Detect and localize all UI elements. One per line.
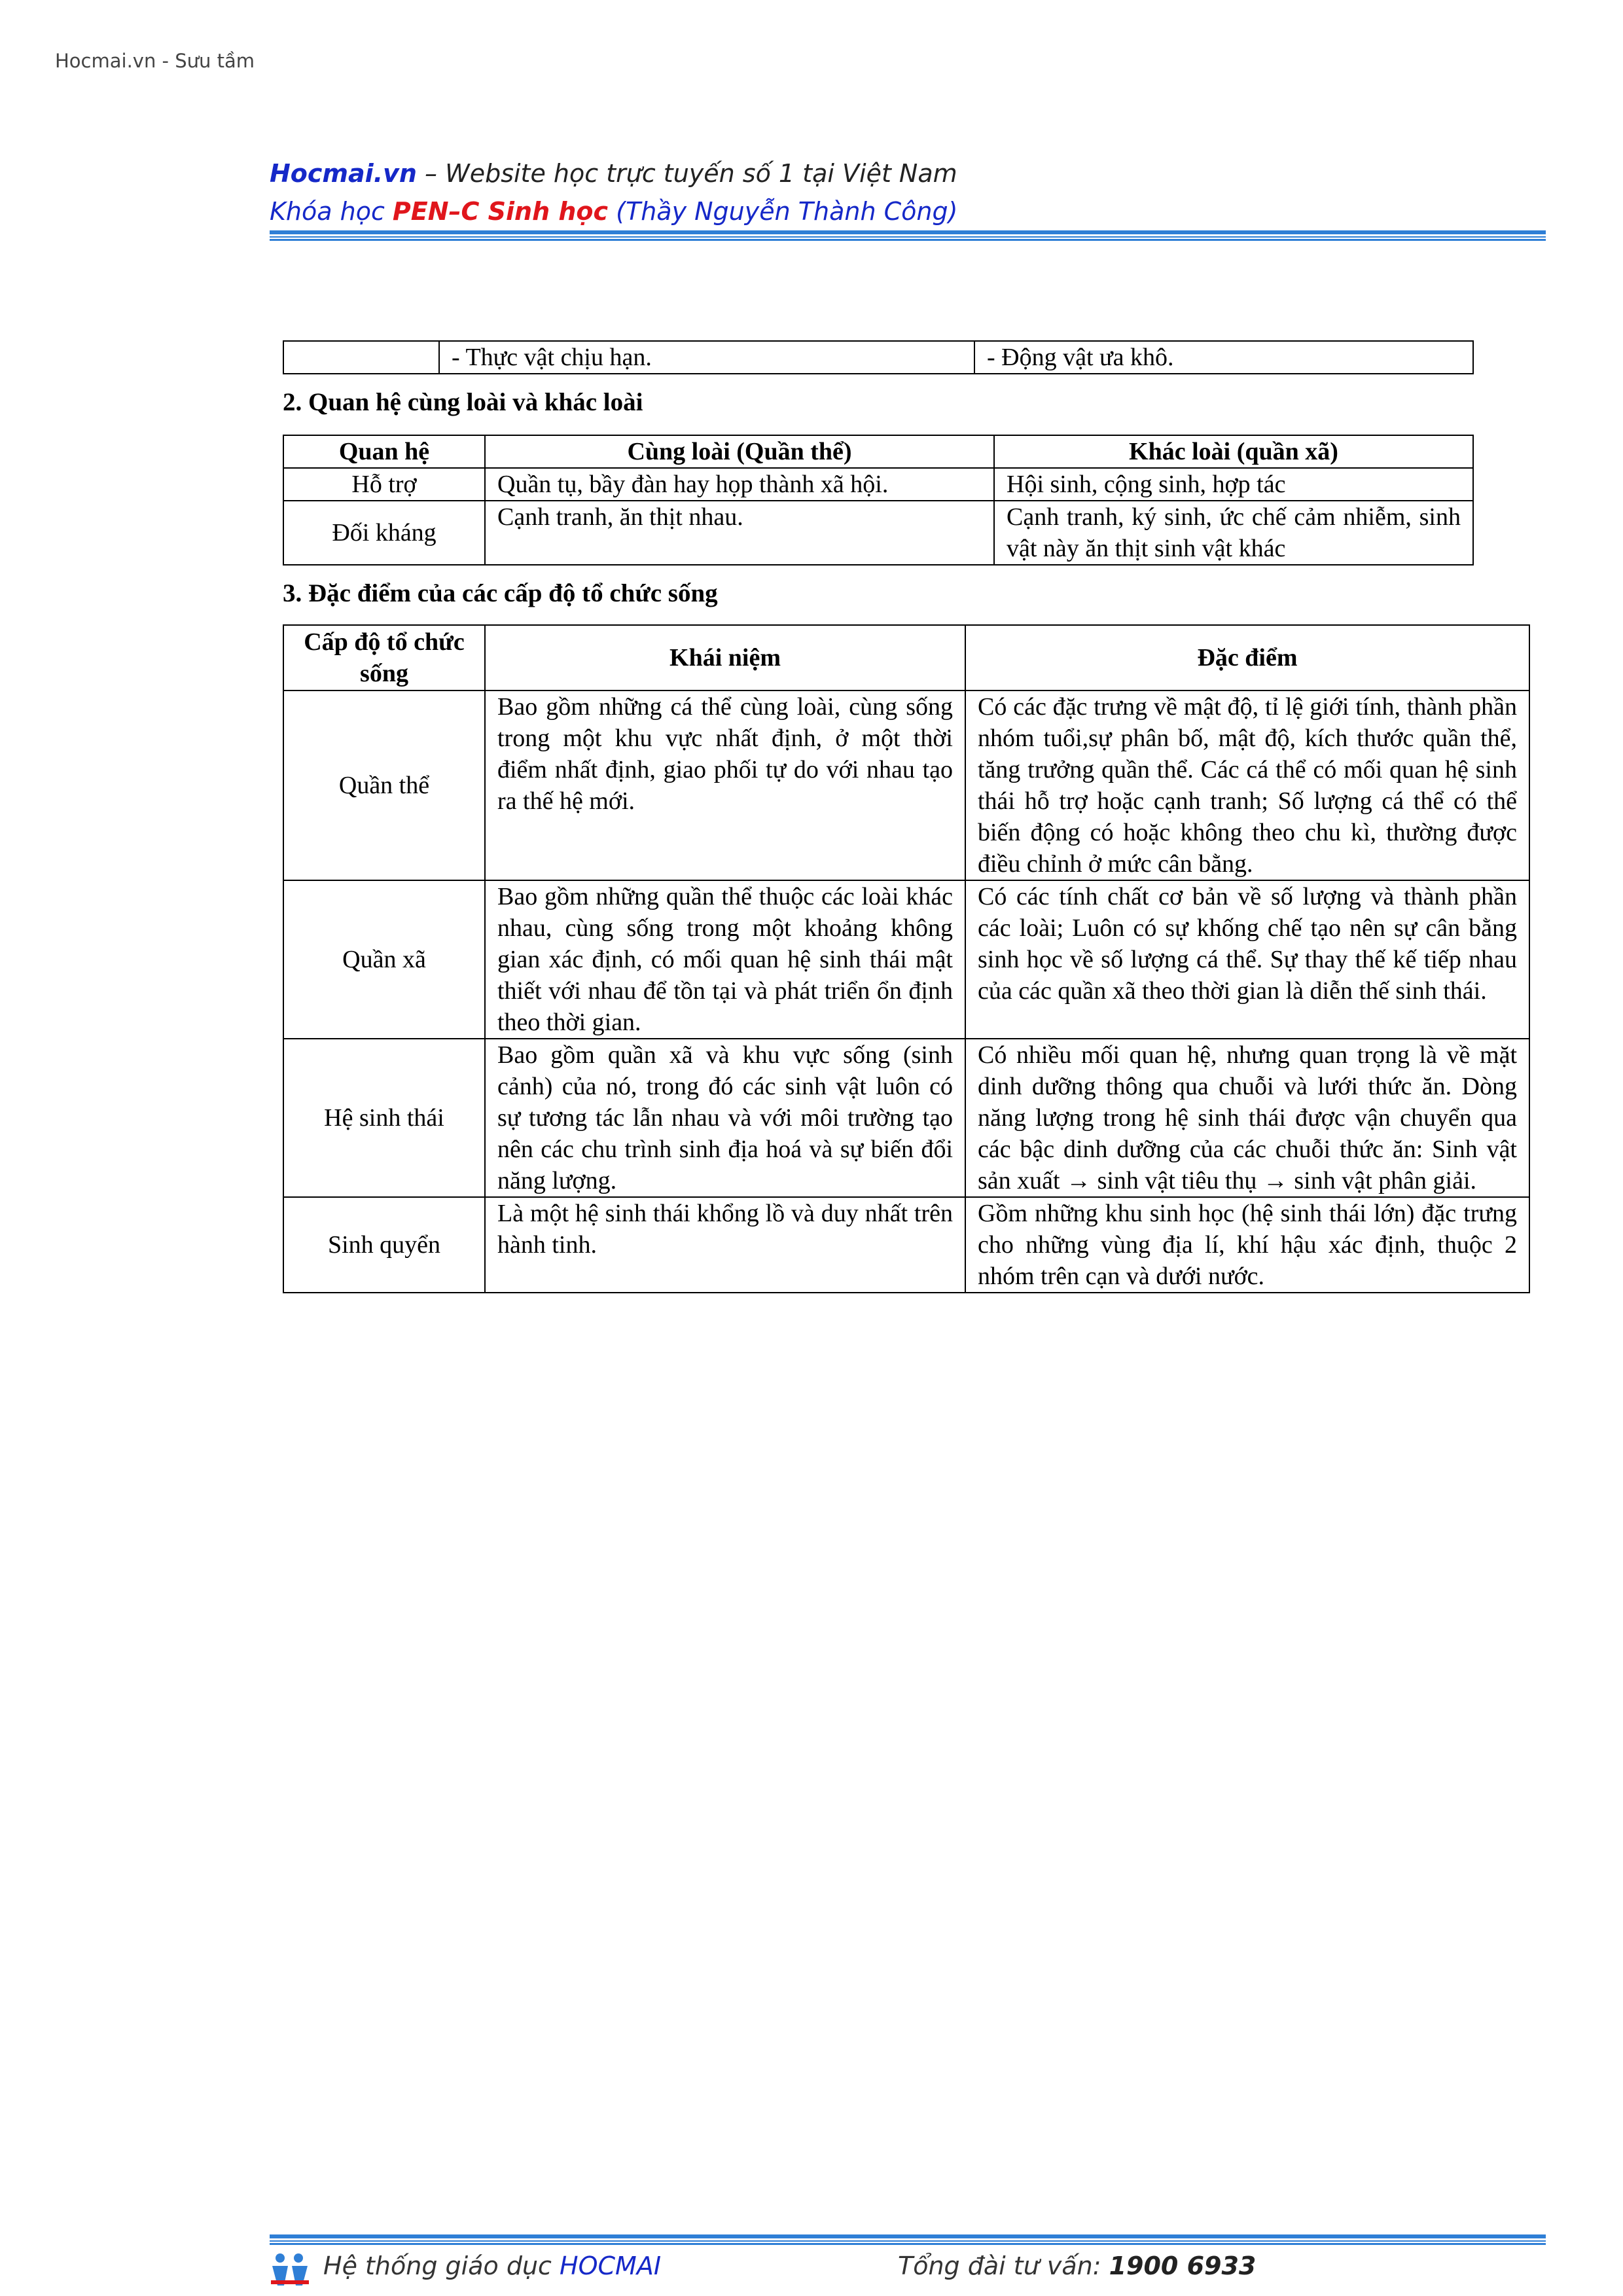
header-rule xyxy=(270,230,1546,241)
table-cell: Quần tụ, bầy đàn hay họp thành xã hội. xyxy=(485,468,994,501)
row-label: Hỗ trợ xyxy=(283,468,485,501)
column-header: Quan hệ xyxy=(283,435,485,468)
site-name: Hocmai.vn xyxy=(270,159,417,188)
header-course-line xyxy=(270,192,1552,230)
course-prefix: Khóa học xyxy=(270,197,393,226)
column-header: Cùng loài (Quần thể) xyxy=(485,435,994,468)
table-row xyxy=(283,691,1529,880)
table-cell: Là một hệ sinh thái khổng lồ và duy nhất trên hành tinh. xyxy=(485,1197,965,1293)
row-label: Đối kháng xyxy=(283,501,485,565)
table-cell: Cạnh tranh, ăn thịt nhau. xyxy=(485,501,994,565)
column-header: Khái niệm xyxy=(485,625,965,691)
section-title-2: 2. Quan hệ cùng loài và khác loài xyxy=(283,388,643,416)
table-cell: Bao gồm những cá thể cùng loài, cùng sống trong một khu vực nhất định, ở một thời điểm nhất định, giao phối tự do với nhau tạo ra thế hệ mới. xyxy=(485,691,965,880)
table-cell xyxy=(283,341,439,374)
table-row xyxy=(283,1197,1529,1293)
table-row xyxy=(283,880,1529,1039)
column-header: Khác loài (quần xã) xyxy=(994,435,1473,468)
table-cell: Hội sinh, cộng sinh, hợp tác xyxy=(994,468,1473,501)
table-cell: - Thực vật chịu hạn. xyxy=(439,341,974,374)
row-label: Hệ sinh thái xyxy=(283,1039,485,1197)
section-title-3: 3. Đặc điểm của các cấp độ tổ chức sống xyxy=(283,579,718,607)
table-cell: Cạnh tranh, ký sinh, ức chế cảm nhiễm, sinh vật này ăn thịt sinh vật khác xyxy=(994,501,1473,565)
table-cell: Có nhiều mối quan hệ, nhưng quan trọng là về mặt dinh dưỡng thông qua chuỗi và lưới thức ăn. Dòng năng lượng trong hệ sinh thái được vận chuyển qua các bậc dinh dưỡng của các chuỗi thức ăn: Sinh vật sản xuất → sinh vật tiêu thụ → sinh vật phân giải. xyxy=(965,1039,1529,1197)
table-row xyxy=(283,468,1473,501)
table-header-row xyxy=(283,435,1473,468)
table-cell: Gồm những khu sinh học (hệ sinh thái lớn) đặc trưng cho những vùng địa lí, khí hậu xác định, thuộc 2 nhóm trên cạn và dưới nước. xyxy=(965,1197,1529,1293)
table-row xyxy=(283,341,1473,374)
table-cell: Có các đặc trưng về mật độ, tỉ lệ giới tính, thành phần nhóm tuổi,sự phân bố, mật độ, kích thước quần thể, tăng trưởng quần thể. Các cá thể có mối quan hệ sinh thái hỗ trợ hoặc cạnh tranh; Số lượng cá thể có thể biến động có hoặc không theo chu kì, thường được điều chỉnh ở mức cân bằng. xyxy=(965,691,1529,880)
hocmai-logo-icon xyxy=(270,2250,310,2287)
footer-phone: 1900 6933 xyxy=(1109,2251,1257,2280)
site-tagline: – Website học trực tuyến số 1 tại Việt Nam xyxy=(416,159,957,188)
row-label: Quần thể xyxy=(283,691,485,880)
table-cell: Có các tính chất cơ bản về số lượng và thành phần các loài; Luôn có sự khống chế tạo nên sự cân bằng sinh học về số lượng cá thể. Sự thay thế kế tiếp nhau của các quần xã theo thời gian là diễn thế sinh thái. xyxy=(965,880,1529,1039)
footer-left-prefix: Hệ thống giáo dục xyxy=(323,2251,560,2280)
course-name: PEN–C Sinh học xyxy=(392,197,609,226)
footer-rule xyxy=(270,2234,1546,2245)
footer-right-prefix: Tổng đài tư vấn: xyxy=(898,2251,1109,2280)
table-continuation xyxy=(283,340,1474,374)
table-cell: - Động vật ưa khô. xyxy=(974,341,1473,374)
table-row xyxy=(283,1039,1529,1197)
row-label: Quần xã xyxy=(283,880,485,1039)
table-header-row xyxy=(283,625,1529,691)
table-levels xyxy=(283,624,1530,1293)
header-site-line xyxy=(270,154,1552,192)
watermark: Hocmai.vn - Sưu tầm xyxy=(55,50,255,72)
footer-brand: HOCMAI xyxy=(560,2251,662,2280)
table-cell: Bao gồm những quần thể thuộc các loài khác nhau, cùng sống trong một khoảng không gian xác định, có mối quan hệ sinh thái mật thiết với nhau để tồn tại và phát triển ổn định theo thời gian. xyxy=(485,880,965,1039)
table-cell: Bao gồm quần xã và khu vực sống (sinh cảnh) của nó, trong đó các sinh vật luôn có sự tương tác lẫn nhau và với môi trường tạo nên các chu trình sinh địa hoá và sự biến đổi năng lượng. xyxy=(485,1039,965,1197)
footer-education-system xyxy=(323,2251,661,2280)
table-relations xyxy=(283,435,1474,565)
page-footer xyxy=(270,2249,1552,2288)
footer-hotline xyxy=(898,2251,1256,2280)
page-header xyxy=(270,154,1552,230)
table-row xyxy=(283,501,1473,565)
column-header: Đặc điểm xyxy=(965,625,1529,691)
row-label: Sinh quyển xyxy=(283,1197,485,1293)
course-teacher: (Thầy Nguyễn Thành Công) xyxy=(608,197,958,226)
column-header: Cấp độ tổ chức sống xyxy=(283,625,485,691)
